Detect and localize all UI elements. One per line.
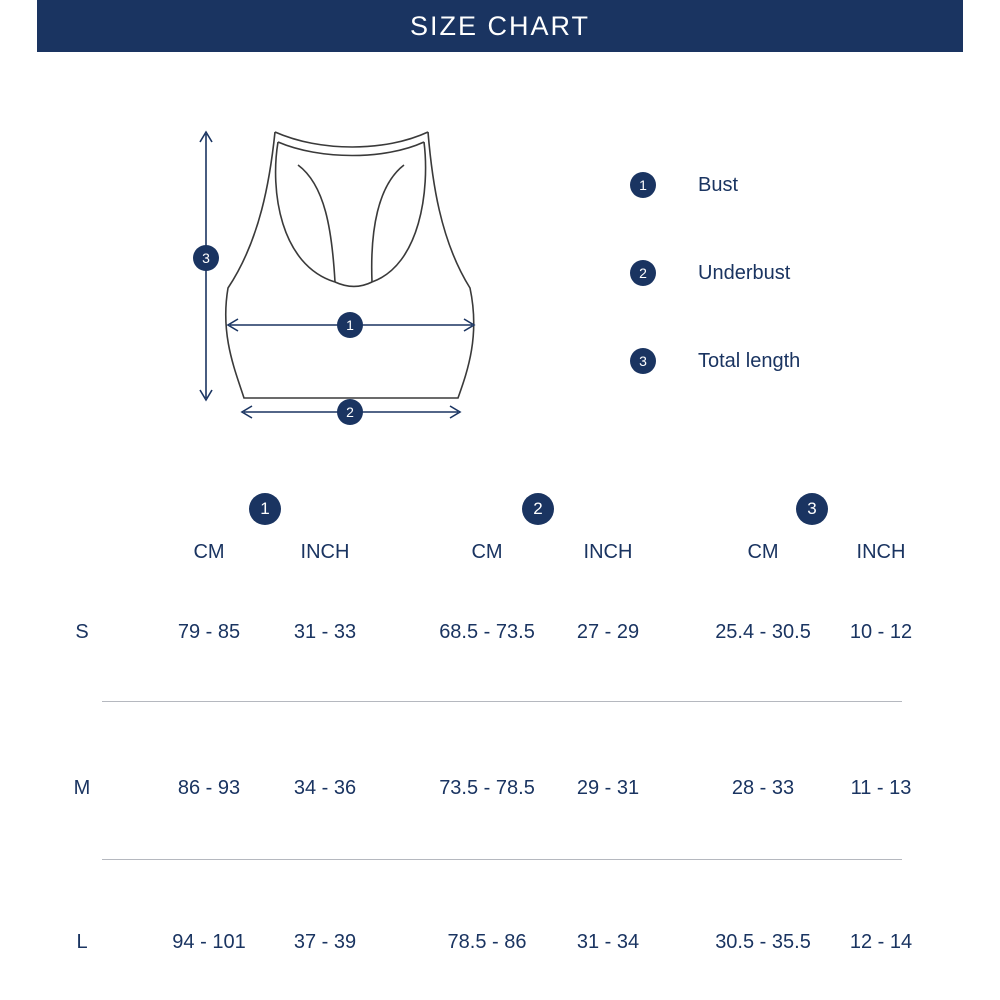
legend-label: Underbust <box>698 261 791 284</box>
table-cell: 25.4 - 30.5 <box>715 621 811 643</box>
table-cell: 31 - 33 <box>293 621 357 643</box>
diagram-marker-length: 3 <box>193 245 219 271</box>
page-title: SIZE CHART <box>409 10 591 41</box>
table-cell: 34 - 36 <box>293 777 357 799</box>
column-group-underbust-badge: 2 <box>522 493 554 525</box>
sports-bra-outline-icon <box>180 120 500 440</box>
table-cell: 11 - 13 <box>850 777 912 799</box>
table-cell: 12 - 14 <box>849 931 913 953</box>
diagram-marker-underbust: 2 <box>337 399 363 425</box>
table-cell: 28 - 33 <box>731 777 795 799</box>
legend-item-underbust <box>630 260 790 286</box>
column-group-bust-badge: 1 <box>249 493 281 525</box>
unit-header: CM <box>747 541 779 563</box>
unit-header: CM <box>193 541 225 563</box>
column-group-length-badge: 3 <box>796 493 828 525</box>
table-cell: 79 - 85 <box>177 621 241 643</box>
legend-number-badge: 1 <box>630 172 656 198</box>
legend-number-badge: 2 <box>630 260 656 286</box>
table-cell: 86 - 93 <box>177 777 241 799</box>
unit-header: INCH <box>856 541 906 563</box>
legend-label: Bust <box>698 173 739 196</box>
table-cell: 37 - 39 <box>293 931 357 953</box>
legend-item-total-length <box>630 348 800 374</box>
table-cell: 94 - 101 <box>172 931 246 953</box>
table-cell: 27 - 29 <box>576 621 640 643</box>
legend-number-badge: 3 <box>630 348 656 374</box>
table-cell: 10 - 12 <box>849 621 913 643</box>
size-label-m: M <box>73 777 91 799</box>
table-cell: 68.5 - 73.5 <box>439 621 535 643</box>
row-divider <box>102 859 902 860</box>
table-cell: 30.5 - 35.5 <box>715 931 811 953</box>
garment-diagram <box>180 120 500 440</box>
legend-item-bust <box>630 172 738 198</box>
table-cell: 29 - 31 <box>576 777 640 799</box>
table-cell: 31 - 34 <box>576 931 640 953</box>
header-bar <box>37 0 963 52</box>
row-divider <box>102 701 902 702</box>
diagram-marker-bust: 1 <box>337 312 363 338</box>
size-label-l: L <box>76 931 88 953</box>
unit-header: CM <box>471 541 503 563</box>
unit-header: INCH <box>300 541 350 563</box>
size-label-s: S <box>75 621 89 643</box>
unit-header: INCH <box>583 541 633 563</box>
table-cell: 73.5 - 78.5 <box>439 777 535 799</box>
legend-label: Total length <box>698 349 801 372</box>
table-cell: 78.5 - 86 <box>447 931 527 953</box>
